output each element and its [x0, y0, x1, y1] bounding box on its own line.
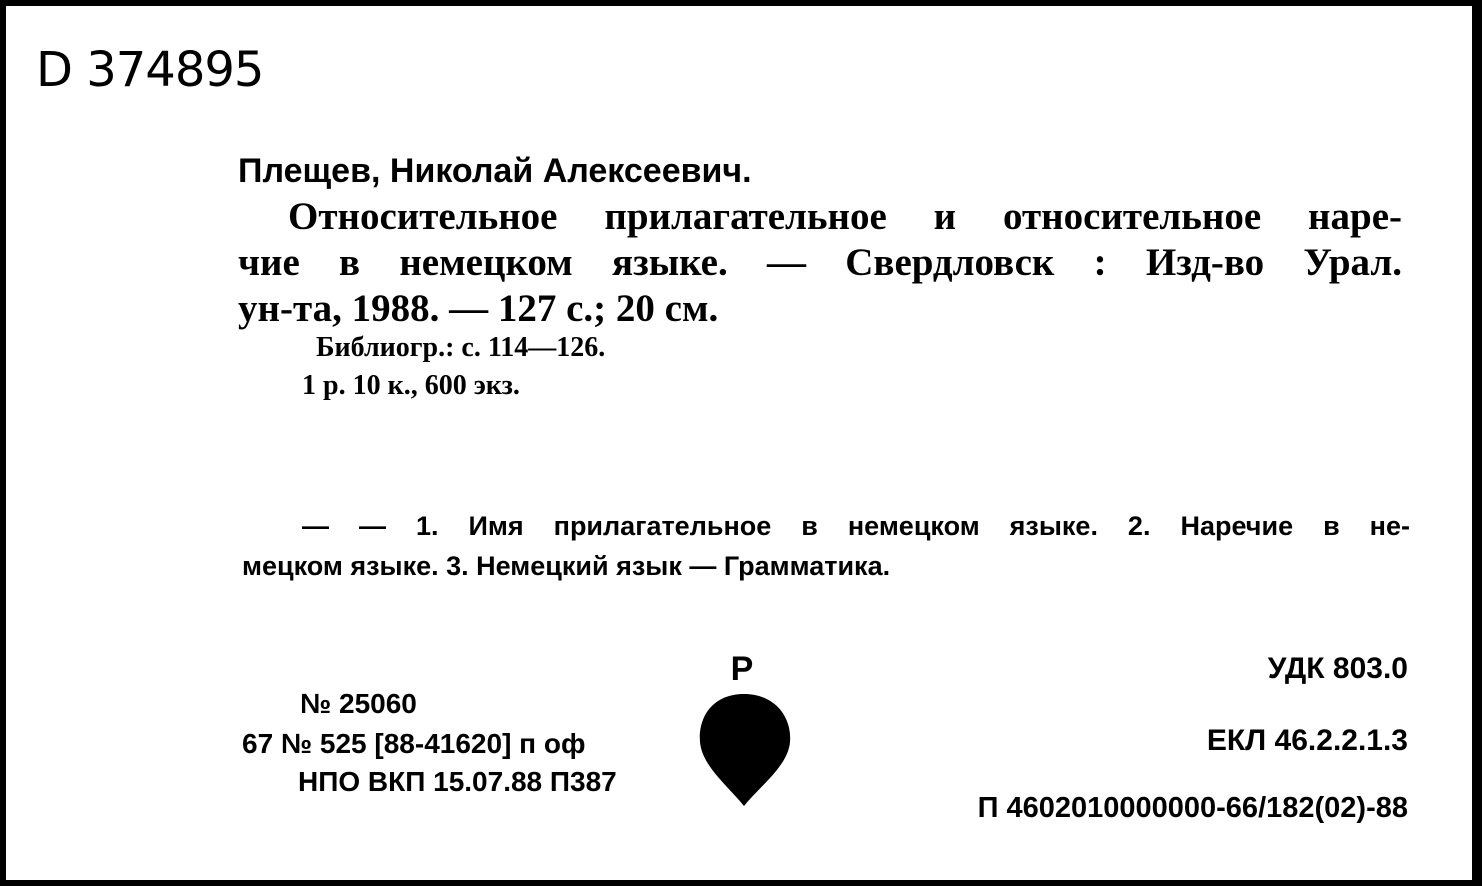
stamp-mark: Р — [730, 650, 754, 688]
title-line-3: ун-та, 1988. — 127 с.; 20 см. — [238, 287, 719, 330]
library-stamp-icon — [692, 646, 796, 806]
bibliography-note: Библиогр.: с. 114—126. — [316, 332, 606, 363]
subject-headings — [242, 506, 1410, 586]
order-line: 67 № 525 [88-41620] п оф — [242, 728, 586, 759]
udk-code: УДК 803.0 — [1267, 652, 1408, 685]
catalog-card — [6, 6, 1472, 880]
ekl-code: ЕКЛ 46.2.2.1.3 — [1206, 724, 1408, 757]
title-line-2: чие в немецком языке. — Свердловск : Изд-во Урал. — [238, 241, 1402, 284]
npo-line: НПО ВКП 15.07.88 П387 — [298, 766, 617, 797]
title-line-1: Относительное прилагательное и относительное наре- — [288, 195, 1402, 238]
subject-line-2: мецком языке. 3. Немецкий язык — Грамматика. — [242, 551, 891, 581]
title-description — [238, 194, 1402, 332]
call-number: D 374895 — [36, 42, 264, 98]
author-name: Плещев, Николай Алексеевич. — [238, 152, 752, 190]
registration-number: № 25060 — [300, 688, 417, 719]
catalog-index: П 4602010000000-66/182(02)-88 — [977, 792, 1408, 824]
price-circulation: 1 р. 10 к., 600 экз. — [302, 370, 520, 401]
subject-line-1: — — 1. Имя прилагательное в немецком языке. 2. Наречие в не- — [302, 511, 1410, 541]
